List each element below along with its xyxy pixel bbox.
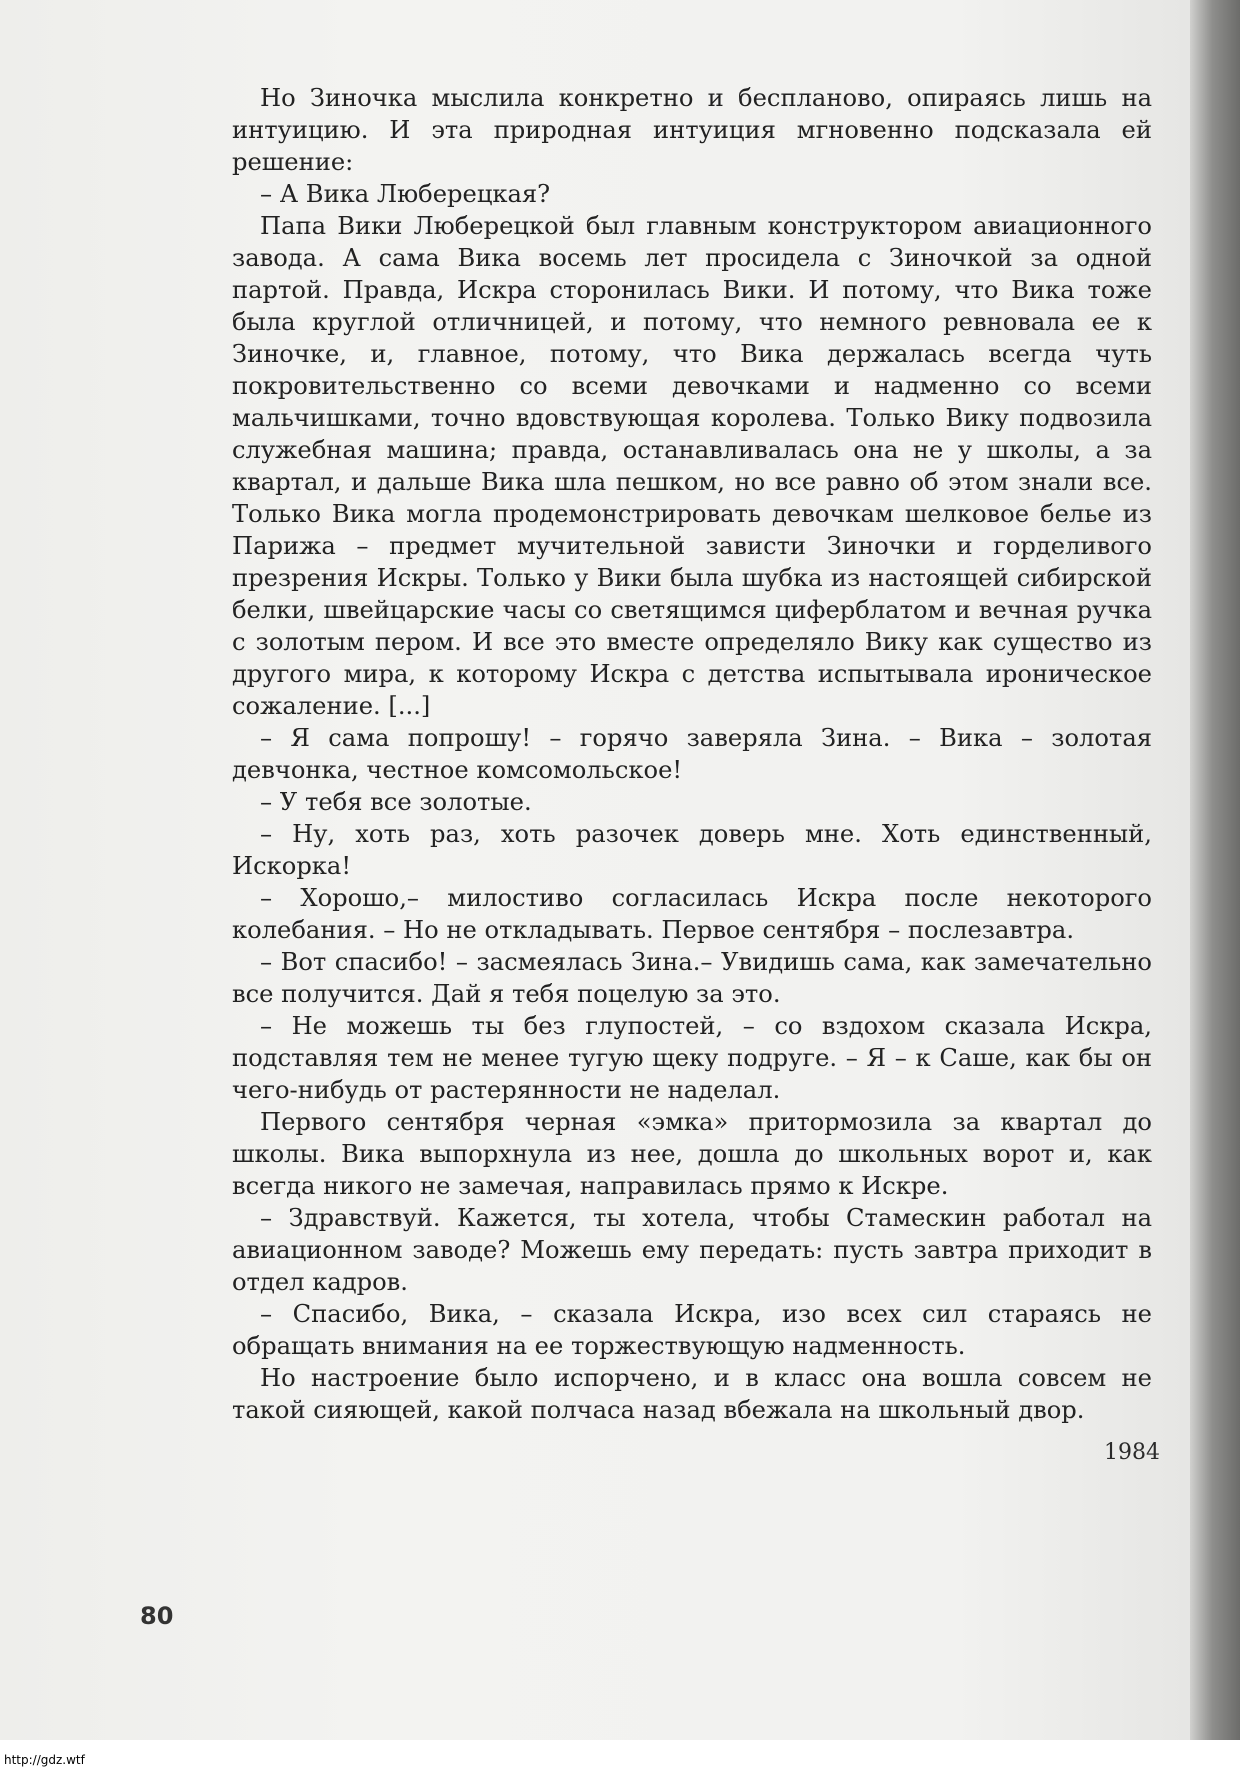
paragraph: – Ну, хоть раз, хоть разочек доверь мне. Хоть единственный, Искорка! bbox=[232, 820, 1152, 880]
paragraph: Первого сентября черная «эмка» притормозила за квартал до школы. Вика выпорхнула из нее, дошла до школьных ворот и, как всегда никого не замечая, направилась прямо к Искре. bbox=[232, 1108, 1152, 1200]
paragraph: Но Зиночка мыслила конкретно и беспланово, опираясь лишь на интуицию. И эта природная интуиция мгновенно подсказала ей решение: bbox=[232, 84, 1152, 176]
paragraph: – У тебя все золотые. bbox=[260, 788, 532, 816]
publication-year: 1984 bbox=[1104, 1440, 1160, 1465]
paragraph: – Я сама попрошу! – горячо заверяла Зина. – Вика – золотая девчонка, честное комсомольское! bbox=[232, 724, 1152, 784]
main-text bbox=[232, 82, 1152, 1426]
paragraph: – Спасибо, Вика, – сказала Искра, изо всех сил стараясь не обращать внимания на ее торжествующую надменность. bbox=[232, 1300, 1152, 1360]
paragraph: – Не можешь ты без глупостей, – со вздохом сказала Искра, подставляя тем не менее тугую щеку подруге. – Я – к Саше, как бы он чего-нибудь от растерянности не наделал. bbox=[232, 1012, 1152, 1104]
paragraph: Папа Вики Люберецкой был главным конструктором авиационного завода. А сама Вика восемь лет просидела с Зиночкой за одной партой. Правда, Искра сторонилась Вики. И потому, что Вика тоже была круглой отличницей, и потому, что немного ревновала ее к Зиночке, и, главное, потому, что Вика держалась всегда чуть покровительственно со всеми девочками и надменно со всеми мальчишками, точно вдовствующая королева. Только Вику подвозила служебная машина; правда, останавливалась она не у школы, а за квартал, и дальше Вика шла пешком, но все равно об этом знали все. Только Вика могла продемонстрировать девочкам шелковое белье из Парижа – предмет мучительной зависти Зиночки и горделивого презрения Искры. Только у Вики была шубка из настоящей сибирской белки, швейцарские часы со светящимся циферблатом и вечная ручка с золотым пером. И все это вместе определяло Вику как существо из другого мира, к которому Искра с детства испытывала ироническое сожаление. [...] bbox=[232, 212, 1152, 720]
paragraph: – Здравствуй. Кажется, ты хотела, чтобы Стамескин работал на авиационном заводе? Можешь ему передать: пусть завтра приходит в отдел кадров. bbox=[232, 1204, 1152, 1296]
watermark-link[interactable]: http://gdz.wtf bbox=[4, 1753, 85, 1767]
paragraph: Но настроение было испорчено, и в класс она вошла совсем не такой сияющей, какой полчаса назад вбежала на школьный двор. bbox=[232, 1364, 1152, 1424]
bottom-margin bbox=[0, 1740, 1240, 1771]
paragraph: – Хорошо,– милостиво согласилась Искра после некоторого колебания. – Но не откладывать. Первое сентября – послезавтра. bbox=[232, 884, 1152, 944]
paragraph: – А Вика Люберецкая? bbox=[260, 180, 551, 208]
page-number: 80 bbox=[140, 1602, 174, 1630]
book-spine-shadow bbox=[1190, 0, 1240, 1740]
paragraph: – Вот спасибо! – засмеялась Зина.– Увидишь сама, как замечательно все получится. Дай я тебя поцелую за это. bbox=[232, 948, 1152, 1008]
